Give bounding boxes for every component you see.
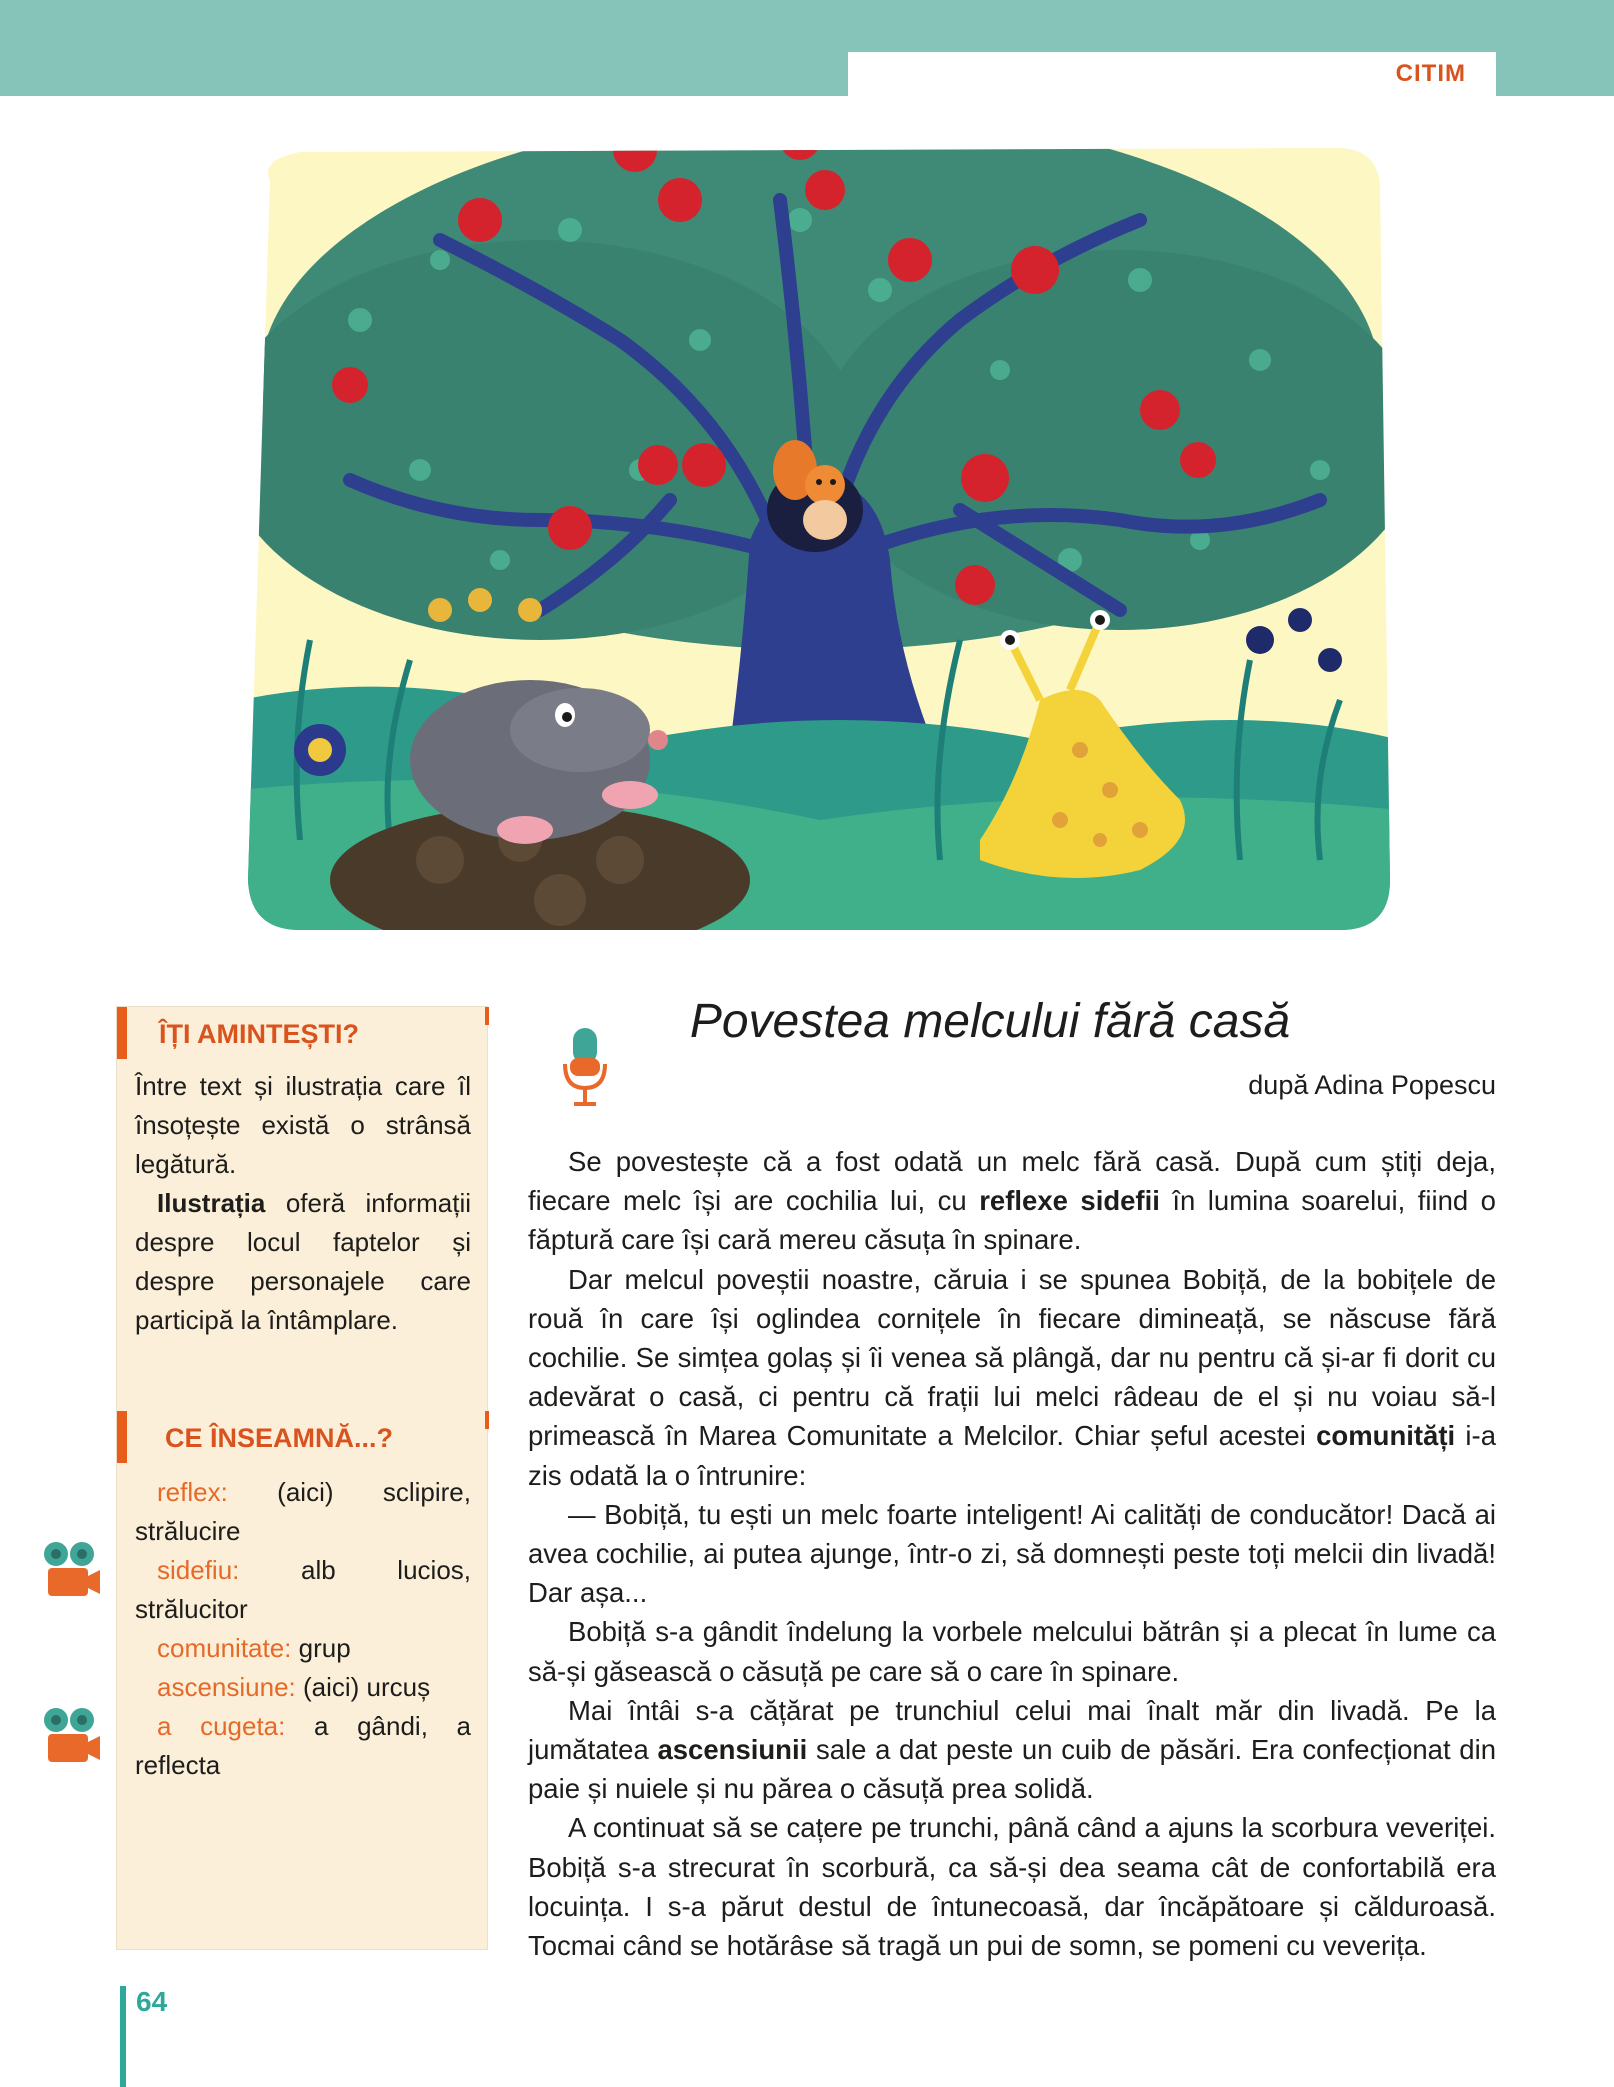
remember-box-title: ÎȚI AMINTEȘTI? [159,1019,359,1049]
remember-paragraph-1: Între text și ilustrația care îl însoțește există o strânsă legătură. [135,1071,471,1179]
story-paragraph: Se povestește că a fost odată un melc fără casă. După cum știți deja, fiecare melc își are cochilia lui, cu reflexe sidefii în lumina soarelui, fiind o făptură care își cară mereu căsuța în spinare. [528,1146,1496,1256]
page-number-bar [120,1986,126,2087]
glossary-item: sidefiu: alb lucios, strălucitor [135,1555,471,1624]
story-paragraph: Dar melcul poveștii noastre, căruia i se spunea Bobiță, de la bobițele de rouă în care își oglindea cornițele în fiecare dimineață, se născuse fără cochilie. Se simțea golaș și îi venea să plângă, dar nu pentru că și-ar fi dorit cu adevărat o casă, ci pentru că frații lui melci râdeau de el și nu voiau să-l primească în Marea Comunitate a Melcilor. Chiar șeful acestei comunități i-a zis odată la o întrunire: [528,1263,1496,1491]
film-camera-icon[interactable] [38,1540,102,1600]
remember-paragraph-2: Ilustrația oferă informații despre locul faptelor și despre personajele care participă la întâmplare. [135,1188,471,1335]
glossary-item: a cugeta: a gândi, a reflecta [135,1711,471,1780]
story-author: după Adina Popescu [1248,1070,1496,1100]
glossary-item: reflex: (aici) sclipire, strălucire [135,1477,471,1546]
remember-box-header [117,1007,489,1059]
remember-box-text [135,1067,471,1340]
story-paragraph: Bobiță s-a gândit îndelung la vorbele melcului bătrân și a plecat în lume ca să-și găsească o căsuță pe care să o care în spinare. [528,1616,1496,1687]
film-camera-icon[interactable] [38,1706,102,1766]
glossary-list [135,1473,471,1785]
story-paragraph: A continuat să se cațere pe trunchi, până când a ajuns la scorbura veveriței. Bobiță s-a strecurat în scorbură, ca să-și dea seama cât de confortabilă era locuința. I s-a părut destul de întunecoasă, dar încăpătoare și călduroasă. Tocmai când se hotărâse să tragă un pui de somn, se pomeni cu veverița. [528,1812,1496,1962]
section-tab [848,52,1496,96]
sidebar-panel [116,1006,488,1950]
story-paragraph: — Bobiță, tu ești un melc foarte inteligent! Ai calități de conducător! Dacă ai avea cochilie, ai putea ajunge, într-o zi, să domnești peste toți melcii din livadă! Dar așa... [528,1498,1496,1609]
glossary-item: comunitate: grup [157,1633,351,1663]
glossary-item: ascensiune: (aici) urcuș [157,1672,431,1702]
story-title: Povestea melcului fără casă [689,995,1291,1048]
story-paragraph: Mai întâi s-a cățărat pe trunchiul celui mai înalt măr din livadă. Pe la jumătatea ascensiunii sale a dat peste un cuib de păsări. Era confecționat din paie și nuiele și nu părea o căsuță prea solidă. [528,1694,1496,1805]
glossary-box-header [117,1411,489,1463]
page-number: 64 [136,1986,168,2017]
microphone-icon[interactable] [560,1028,610,1108]
story-illustration [240,140,1400,940]
glossary-box-title: CE ÎNSEAMNĂ...? [165,1423,394,1453]
story-text [528,1142,1496,1965]
section-label: CITIM [1395,60,1466,87]
